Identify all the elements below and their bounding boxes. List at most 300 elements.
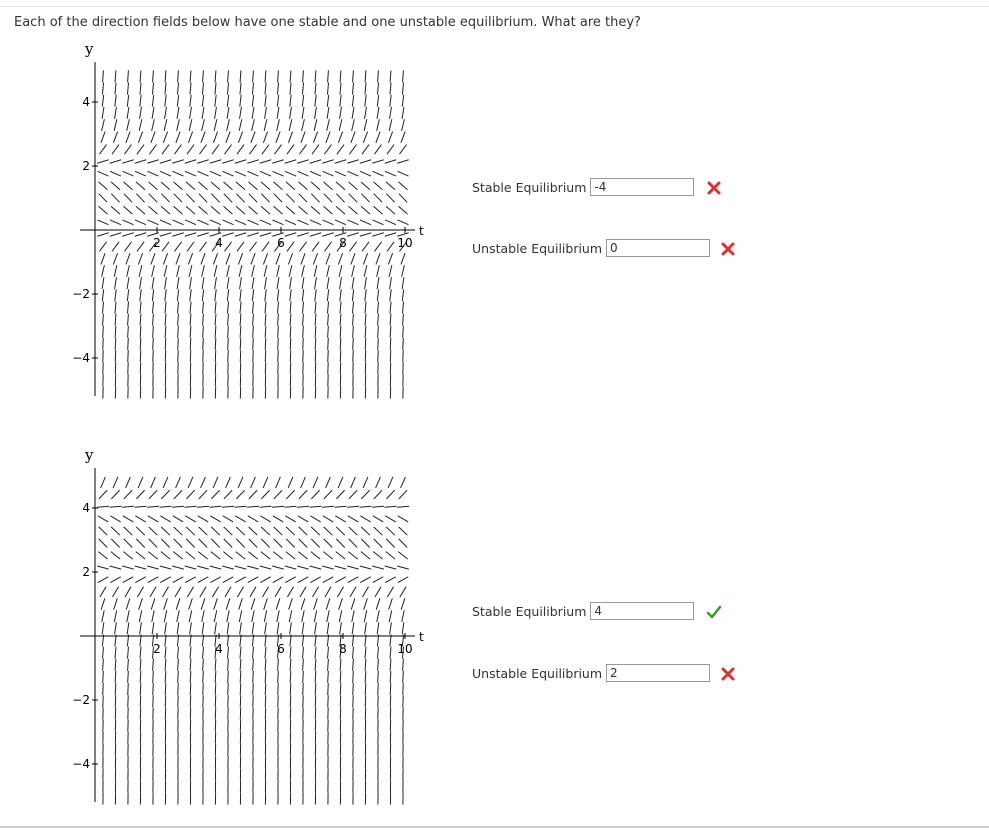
slope-segment — [302, 95, 303, 107]
slope-segment — [235, 516, 245, 522]
slope-segment — [322, 233, 333, 237]
slope-segment — [348, 516, 358, 522]
slope-segment — [202, 277, 204, 289]
slope-segment — [214, 119, 217, 131]
slope-segment — [302, 119, 305, 131]
slope-segment — [312, 587, 318, 597]
slope-segment — [302, 265, 305, 277]
slope-segment — [303, 350, 304, 362]
slope-segment — [111, 206, 120, 214]
slope-segment — [226, 598, 230, 609]
slope-segment — [403, 314, 404, 326]
slope-segment — [277, 610, 279, 622]
slope-segment — [165, 70, 166, 82]
slope-segment — [236, 490, 244, 499]
slope-segment — [299, 182, 308, 190]
slope-segment — [185, 160, 196, 164]
slope-segment — [114, 119, 117, 131]
slope-segment — [153, 683, 154, 695]
slope-segment — [140, 338, 141, 350]
slope-segment — [290, 277, 292, 289]
slope-segment — [178, 350, 179, 362]
slope-segment — [276, 477, 281, 488]
slope-segment — [364, 265, 367, 277]
slope-segment — [327, 107, 329, 119]
slope-segment — [251, 132, 255, 143]
slope-segment — [115, 338, 116, 350]
slope-segment — [327, 119, 330, 131]
slope-segment — [376, 132, 380, 143]
slope-segment — [152, 265, 155, 277]
slope-segment — [403, 683, 404, 695]
slope-segment — [176, 598, 180, 609]
slope-segment — [326, 132, 330, 143]
slope-segment — [226, 253, 230, 264]
slope-segment — [238, 132, 242, 143]
slope-segment — [360, 577, 371, 583]
slope-segment — [165, 622, 167, 634]
slope-segment — [135, 577, 146, 583]
slope-segment — [215, 95, 216, 107]
slope-segment — [99, 527, 108, 535]
slope-segment — [299, 527, 308, 535]
slope-segment — [351, 477, 356, 488]
slope-segment — [140, 350, 141, 362]
slope-segment — [172, 506, 184, 507]
slope-segment — [403, 350, 404, 362]
slope-segment — [210, 220, 221, 225]
slope-segment — [373, 577, 384, 583]
question-text: Each of the direction fields below have one stable and one unstable equilibrium. What are they? — [14, 15, 641, 30]
slope-segment — [340, 107, 342, 119]
slope-segment — [298, 577, 309, 583]
slope-segment — [124, 145, 131, 155]
slope-segment — [163, 253, 167, 264]
slope-segment — [286, 206, 295, 214]
slope-segment — [398, 516, 408, 522]
slope-segment — [215, 622, 217, 634]
slope-segment — [347, 506, 359, 507]
slope-segment — [398, 171, 409, 176]
slope-segment — [199, 145, 206, 155]
slope-segment — [127, 647, 128, 659]
slope-segment — [252, 83, 253, 95]
slope-segment — [360, 566, 372, 569]
slope-segment — [165, 301, 166, 313]
slope-segment — [286, 539, 294, 548]
slope-segment — [135, 160, 146, 164]
slope-segment — [189, 119, 192, 131]
slope-segment — [297, 566, 309, 569]
slope-segment — [187, 145, 194, 155]
slope-segment — [327, 277, 329, 289]
slope-segment — [97, 566, 109, 569]
slope-segment — [349, 527, 358, 535]
slope-segment — [286, 490, 294, 499]
slope-segment — [135, 233, 146, 237]
slope-segment — [303, 659, 304, 671]
slope-segment — [353, 326, 354, 338]
slope-segment — [302, 610, 304, 622]
slope-segment — [349, 242, 356, 252]
slope-segment — [389, 265, 392, 277]
slope-segment — [303, 338, 304, 350]
slope-segment — [210, 171, 221, 176]
slope-segment — [260, 171, 271, 176]
slope-segment — [387, 587, 393, 597]
slope-segment — [290, 659, 291, 671]
slope-segment — [235, 233, 246, 237]
slope-segment — [240, 83, 241, 95]
slope-segment — [402, 277, 404, 289]
slope-segment — [223, 171, 234, 176]
slope-segment — [199, 206, 208, 214]
slope-segment — [113, 477, 118, 488]
slope-segment — [353, 314, 354, 326]
slope-segment — [165, 277, 167, 289]
slope-segment — [303, 326, 304, 338]
slope-segment — [348, 220, 359, 225]
slope-segment — [399, 145, 406, 155]
slope-segment — [152, 83, 153, 95]
slope-segment — [203, 70, 204, 82]
slope-segment — [373, 171, 384, 176]
slope-segment — [252, 610, 254, 622]
slope-segment — [347, 233, 358, 237]
slope-segment — [100, 587, 106, 597]
slope-segment — [361, 552, 370, 559]
slope-segment — [290, 350, 291, 362]
slope-segment — [403, 338, 404, 350]
slope-segment — [310, 516, 320, 522]
slope-segment — [397, 160, 408, 164]
slope-segment — [165, 683, 166, 695]
slope-segment — [350, 587, 356, 597]
slope-segment — [250, 587, 256, 597]
slope-segment — [110, 160, 121, 164]
slope-segment — [390, 350, 391, 362]
slope-segment — [115, 301, 116, 313]
slope-segment — [160, 233, 171, 237]
slope-segment — [215, 314, 216, 326]
slope-segment — [174, 182, 183, 190]
slope-segment — [302, 107, 304, 119]
slope-segment — [102, 301, 103, 313]
slope-segment — [265, 326, 266, 338]
slope-segment — [228, 659, 229, 671]
slope-segment — [297, 233, 308, 237]
slope-segment — [111, 182, 120, 190]
slope-segment — [323, 516, 333, 522]
slope-segment — [390, 277, 392, 289]
stable-equilibrium-input-1[interactable] — [590, 178, 694, 196]
slope-segment — [364, 598, 368, 609]
slope-segment — [226, 132, 230, 143]
slope-segment — [385, 171, 396, 176]
slope-segment — [203, 659, 204, 671]
slope-segment — [227, 289, 228, 301]
slope-segment — [215, 289, 216, 301]
slope-segment — [263, 253, 267, 264]
slope-segment — [115, 107, 117, 119]
slope-segment — [313, 253, 317, 264]
slope-segment — [215, 301, 216, 313]
slope-segment — [310, 233, 321, 237]
unstable-equilibrium-input-1[interactable] — [606, 239, 710, 257]
slope-segment — [115, 647, 116, 659]
slope-segment — [135, 220, 146, 225]
slope-segment — [253, 659, 254, 671]
slope-segment — [276, 598, 280, 609]
slope-segment — [149, 206, 158, 214]
slope-segment — [322, 506, 334, 507]
slope-segment — [111, 539, 119, 548]
slope-segment — [276, 253, 280, 264]
slope-segment — [138, 253, 142, 264]
slope-segment — [123, 552, 132, 559]
slope-segment — [273, 516, 283, 522]
slope-segment — [152, 610, 154, 622]
slope-segment — [173, 171, 184, 176]
slope-segment — [140, 659, 141, 671]
bottom-divider — [0, 826, 989, 828]
slope-segment — [286, 182, 295, 190]
slope-segment — [114, 610, 116, 622]
slope-segment — [352, 647, 353, 659]
slope-segment — [402, 83, 403, 95]
slope-segment — [235, 566, 247, 569]
slope-segment — [235, 220, 246, 225]
slope-segment — [165, 671, 166, 683]
slope-segment — [174, 194, 182, 203]
slope-segment — [112, 145, 119, 155]
slope-segment — [362, 145, 369, 155]
slope-segment — [253, 683, 254, 695]
slope-segment — [198, 171, 209, 176]
slope-segment — [102, 277, 104, 289]
slope-segment — [115, 350, 116, 362]
slope-segment — [211, 539, 219, 548]
stable-equilibrium-input-2[interactable] — [590, 602, 694, 620]
slope-segment — [223, 552, 232, 559]
slope-segment — [303, 314, 304, 326]
slope-segment — [98, 552, 107, 559]
slope-segment — [152, 95, 153, 107]
slope-segment — [228, 671, 229, 683]
slope-segment — [240, 289, 241, 301]
slope-segment — [252, 647, 253, 659]
slope-segment — [374, 539, 382, 548]
slope-segment — [335, 566, 347, 569]
slope-segment — [328, 314, 329, 326]
slope-segment — [360, 506, 372, 507]
slope-segment — [252, 119, 255, 131]
slope-segment — [110, 566, 122, 569]
slope-segment — [122, 233, 133, 237]
slope-segment — [160, 160, 171, 164]
slope-segment — [228, 683, 229, 695]
slope-segment — [236, 539, 244, 548]
slope-segment — [140, 95, 141, 107]
slope-segment — [198, 552, 207, 559]
y-tick-label: −4 — [72, 757, 90, 771]
slope-segment — [190, 350, 191, 362]
slope-segment — [386, 527, 395, 535]
slope-segment — [177, 107, 179, 119]
slope-segment — [265, 622, 267, 634]
slope-segment — [349, 145, 356, 155]
slope-segment — [127, 119, 130, 131]
slope-segment — [160, 220, 171, 225]
slope-segment — [361, 182, 370, 190]
slope-segment — [190, 83, 191, 95]
slope-segment — [403, 70, 404, 82]
slope-segment — [98, 220, 109, 225]
slope-segment — [185, 220, 196, 225]
slope-segment — [235, 577, 246, 583]
slope-segment — [115, 314, 116, 326]
slope-segment — [327, 647, 328, 659]
slope-segment — [140, 301, 141, 313]
slope-segment — [222, 233, 233, 237]
slope-segment — [188, 132, 192, 143]
slope-segment — [390, 338, 391, 350]
slope-segment — [110, 220, 121, 225]
slope-segment — [174, 145, 181, 155]
slope-segment — [176, 132, 180, 143]
slope-segment — [210, 506, 222, 507]
slope-segment — [352, 107, 354, 119]
slope-segment — [360, 220, 371, 225]
slope-segment — [140, 671, 141, 683]
slope-segment — [240, 314, 241, 326]
slope-segment — [352, 119, 355, 131]
slope-segment — [236, 182, 245, 190]
slope-segment — [377, 289, 378, 301]
slope-segment — [213, 477, 218, 488]
slope-segment — [228, 70, 229, 82]
slope-segment — [340, 350, 341, 362]
slope-segment — [249, 194, 257, 203]
slope-segment — [401, 477, 406, 488]
slope-segment — [390, 70, 391, 82]
x-tick-label: 10 — [397, 642, 413, 656]
slope-segment — [149, 527, 158, 535]
unstable-equilibrium-row-2 — [472, 663, 710, 683]
slope-segment — [365, 314, 366, 326]
slope-segment — [327, 301, 328, 313]
slope-segment — [115, 289, 116, 301]
slope-segment — [376, 253, 380, 264]
slope-segment — [323, 220, 334, 225]
slope-segment — [324, 145, 331, 155]
slope-segment — [303, 683, 304, 695]
slope-segment — [99, 182, 108, 190]
slope-segment — [252, 622, 254, 634]
slope-segment — [112, 242, 119, 252]
slope-segment — [215, 277, 217, 289]
slope-segment — [172, 160, 183, 164]
slope-segment — [240, 70, 241, 82]
slope-segment — [353, 671, 354, 683]
slope-segment — [124, 527, 133, 535]
slope-segment — [336, 206, 345, 214]
slope-segment — [362, 587, 368, 597]
slope-segment — [128, 70, 129, 82]
slope-segment — [110, 171, 121, 176]
slope-segment — [102, 610, 104, 622]
slope-segment — [315, 338, 316, 350]
slope-segment — [203, 338, 204, 350]
slope-segment — [365, 659, 366, 671]
slope-segment — [372, 160, 383, 164]
slope-segment — [274, 490, 282, 499]
slope-segment — [103, 659, 104, 671]
slope-segment — [211, 552, 220, 559]
slope-segment — [315, 671, 316, 683]
slope-segment — [224, 194, 232, 203]
slope-segment — [203, 671, 204, 683]
slope-segment — [248, 171, 259, 176]
slope-segment — [302, 647, 303, 659]
slope-segment — [314, 119, 317, 131]
slope-segment — [340, 70, 341, 82]
slope-segment — [315, 350, 316, 362]
slope-segment — [374, 527, 383, 535]
slope-segment — [110, 506, 122, 507]
slope-segment — [365, 338, 366, 350]
slope-segment — [165, 107, 167, 119]
slope-segment — [136, 539, 144, 548]
slope-segment — [248, 552, 257, 559]
unstable-equilibrium-input-2[interactable] — [606, 664, 710, 682]
slope-segment — [265, 107, 267, 119]
slope-segment — [265, 647, 266, 659]
slope-segment — [199, 539, 207, 548]
slope-segment — [327, 289, 328, 301]
slope-segment — [352, 289, 353, 301]
slope-segment — [337, 145, 344, 155]
slope-segment — [185, 516, 195, 522]
slope-segment — [138, 132, 142, 143]
slope-segment — [165, 95, 166, 107]
slope-segment — [340, 338, 341, 350]
slope-segment — [386, 552, 395, 559]
slope-segment — [312, 145, 319, 155]
slope-segment — [136, 182, 145, 190]
slope-segment — [238, 253, 242, 264]
slope-segment — [261, 552, 270, 559]
slope-segment — [353, 338, 354, 350]
slope-segment — [240, 350, 241, 362]
slope-segment — [349, 539, 357, 548]
slope-segment — [248, 577, 259, 583]
slope-segment — [365, 277, 367, 289]
slope-segment — [223, 220, 234, 225]
slope-segment — [177, 622, 179, 634]
direction-field-1-svg — [60, 40, 440, 420]
slope-segment — [340, 683, 341, 695]
slope-segment — [328, 326, 329, 338]
slope-segment — [139, 610, 141, 622]
slope-segment — [262, 145, 269, 155]
slope-segment — [174, 527, 183, 535]
slope-segment — [263, 132, 267, 143]
slope-segment — [313, 132, 317, 143]
slope-segment — [101, 132, 105, 143]
slope-segment — [135, 566, 147, 569]
slope-segment — [101, 598, 105, 609]
